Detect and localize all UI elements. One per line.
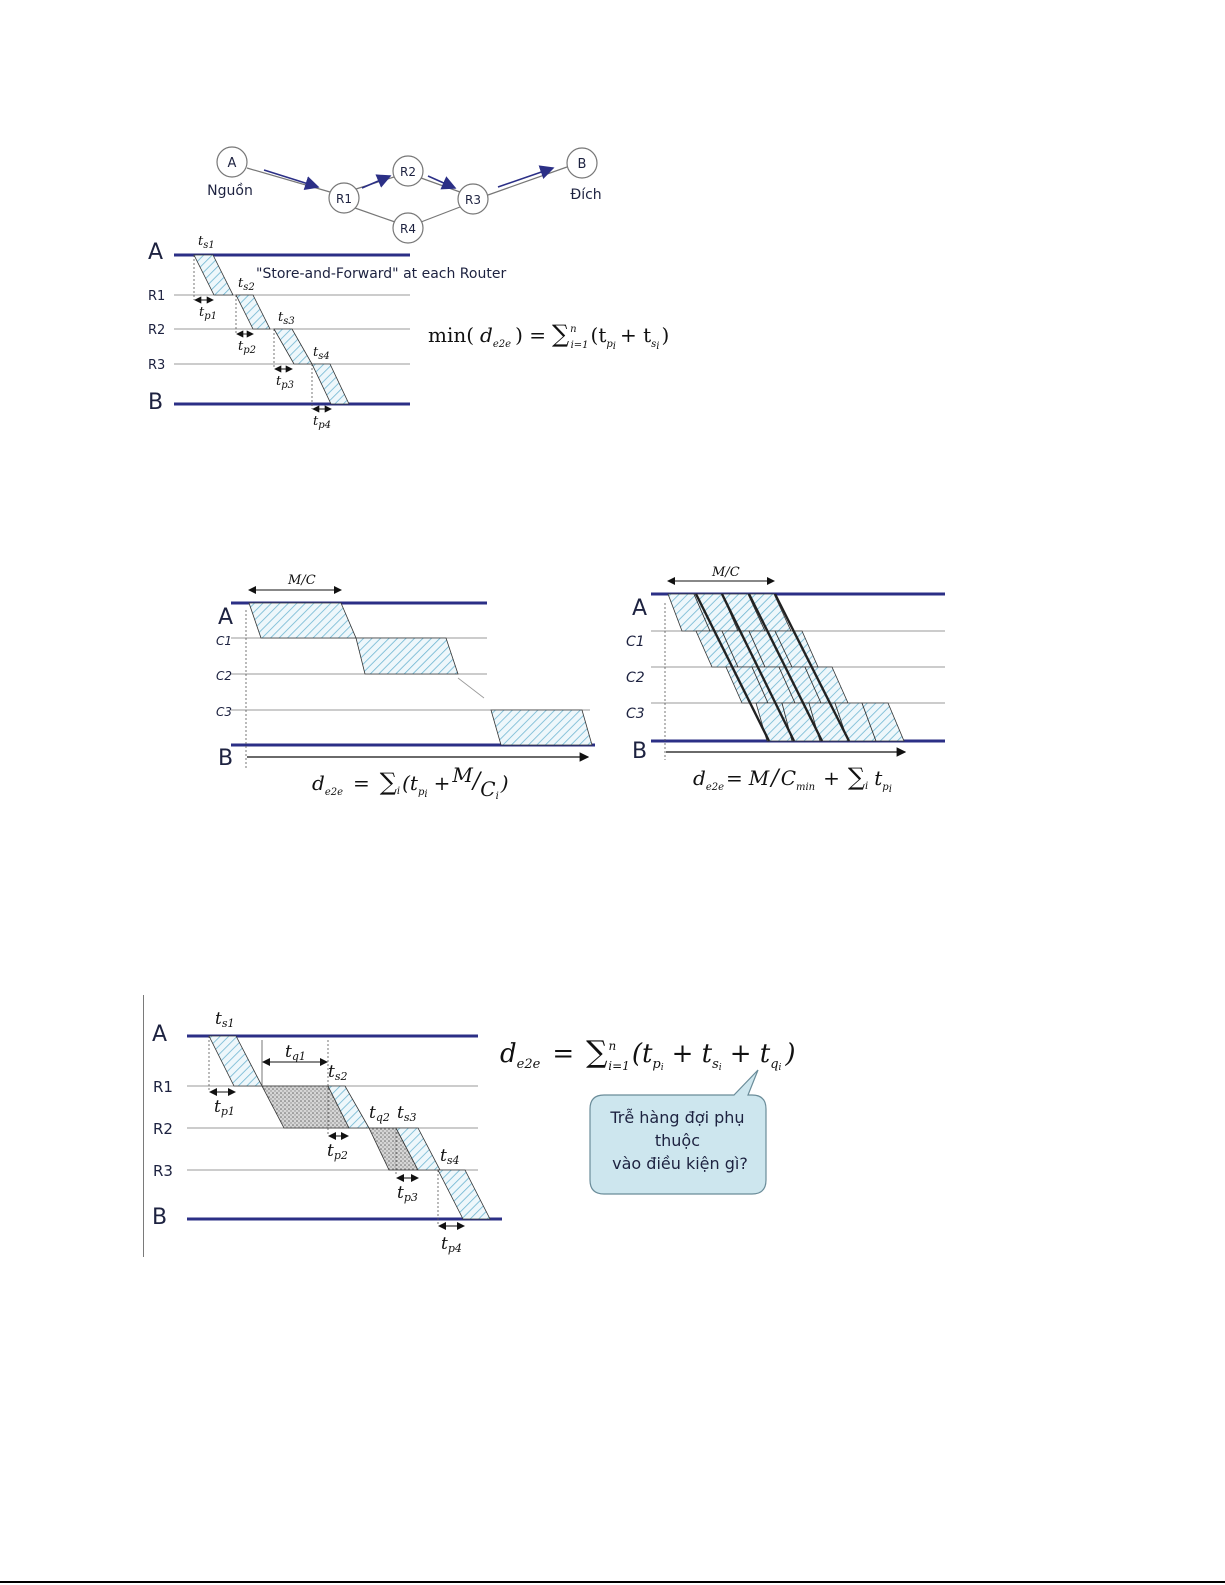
formula-right: $d_{e2e} = M/$ $C_{min} + \sum_i$ $t_pi$	[693, 763, 892, 795]
row-label-a: A	[632, 596, 648, 621]
dest-label: Đích	[570, 187, 602, 203]
row-label-b: B	[148, 390, 164, 415]
node-r3-label: R3	[465, 193, 481, 207]
row-label-a: A	[152, 1022, 168, 1047]
tp1-label: tp1	[214, 1097, 235, 1118]
ts4-label: $t_{s4}$	[313, 345, 330, 362]
row-label-r3: R3	[148, 358, 166, 373]
row-label-a: A	[148, 240, 164, 265]
tp4-label: $t_{p4}$	[313, 414, 331, 431]
row-label-c1: C1	[216, 634, 233, 648]
ts1-label: $t_{s1}$	[198, 234, 215, 251]
row-label-b: B	[152, 1205, 168, 1230]
ts1-label: ts1	[215, 1009, 235, 1030]
network-topology	[207, 147, 601, 243]
store-forward-timing	[148, 234, 669, 431]
row-label-b: B	[218, 746, 234, 771]
store-forward-caption: "Store-and-Forward" at each Router	[256, 266, 507, 282]
ts2-label: ts2	[328, 1062, 348, 1083]
ts4-label: ts4	[440, 1146, 460, 1167]
row-label-b: B	[632, 739, 648, 764]
row-label-c3: C3	[626, 706, 645, 722]
tq1-label: tq1	[285, 1042, 306, 1063]
row-label-r1: R1	[148, 289, 166, 304]
tp2-label: tp2	[327, 1141, 348, 1162]
tp1-label: $t_{p1}$	[199, 305, 217, 322]
row-label-c2: C2	[626, 670, 645, 686]
tp4-label: tp4	[441, 1234, 462, 1255]
side-rule	[143, 995, 144, 1257]
tp3-label: tp3	[397, 1183, 418, 1204]
tp2-label: $t_{p2}$	[238, 339, 256, 356]
row-label-r3: R3	[153, 1162, 173, 1180]
mc-label: M/C	[288, 573, 316, 588]
mc-label: M/C	[712, 565, 740, 580]
node-a-label: A	[227, 156, 237, 171]
ts3-label: $t_{s3}$	[278, 310, 295, 327]
row-label-a: A	[218, 605, 234, 630]
node-b-label: B	[577, 157, 587, 172]
formula-left: $d_{e2e} = \sum_i$ $(t_pi + M/Ci)$	[312, 763, 509, 802]
message-switching-timing	[216, 573, 595, 802]
queueing-delay-timing	[152, 1009, 796, 1255]
row-label-r2: R2	[148, 323, 166, 338]
ts3-label: ts3	[397, 1103, 417, 1124]
node-r2-label: R2	[400, 165, 416, 179]
formula-min-d2e: min( $d_{e2e}$ ) = ∑$^n$ i=1 ($t_pi + t_si$ )	[428, 320, 670, 352]
tq2-label: tq2	[369, 1103, 390, 1124]
row-label-c2: C2	[216, 669, 233, 683]
packet-switching-timing	[626, 565, 945, 795]
source-label: Nguồn	[207, 183, 253, 199]
row-label-c3: C3	[216, 705, 233, 719]
ts2-label: $t_{s2}$	[238, 276, 255, 293]
row-label-r2: R2	[153, 1120, 173, 1138]
tp3-label: $t_{p3}$	[276, 374, 294, 391]
row-label-c1: C1	[626, 634, 645, 650]
formula-d2e: $d_{e2e} = \sum^n$ $i=1(t_pi + t_si + t_qi$ )	[500, 1035, 796, 1073]
node-r4-label: R4	[400, 222, 416, 236]
callout-text: Trễ hàng đợi phụ thuộc vào điều kiện gì?	[610, 1108, 748, 1173]
row-label-r1: R1	[153, 1078, 173, 1096]
page-bottom-rule	[0, 1581, 1225, 1583]
node-r1-label: R1	[336, 192, 352, 206]
